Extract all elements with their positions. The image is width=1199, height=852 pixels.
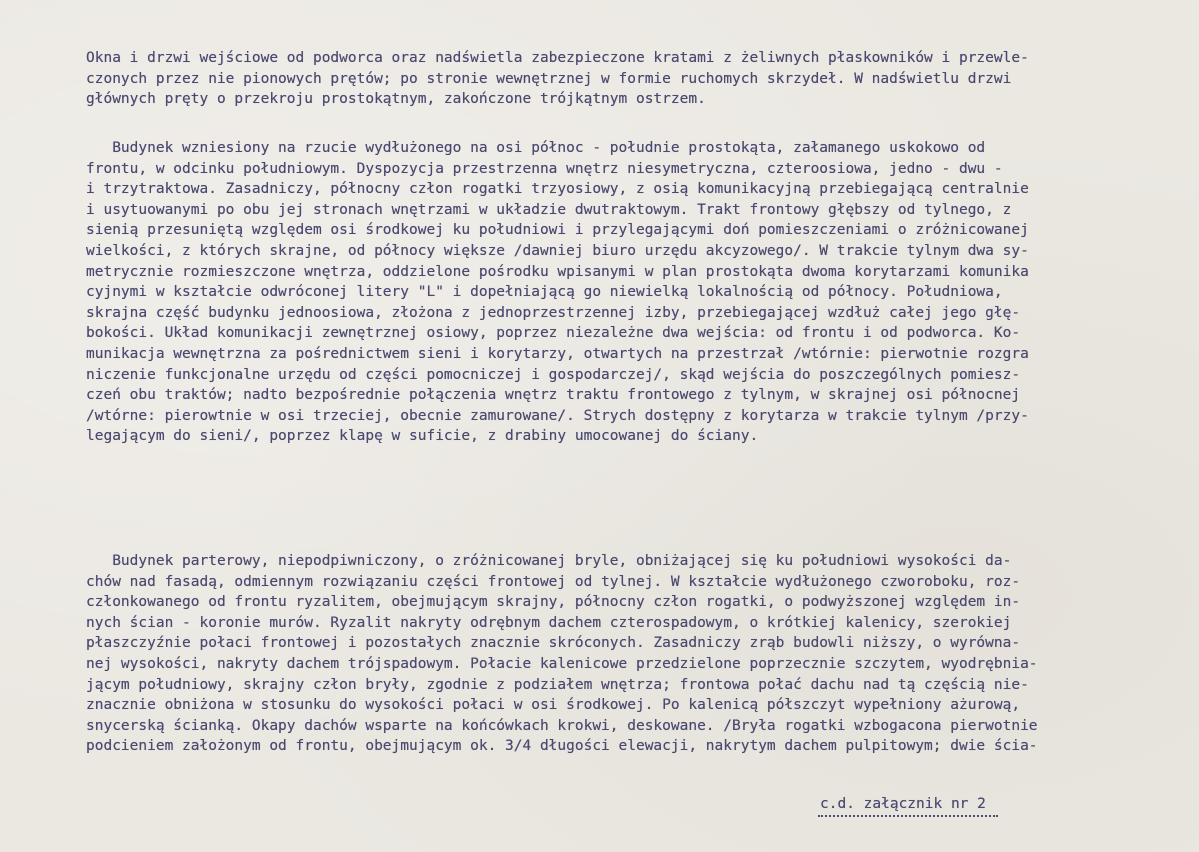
- text-line: sienią przesuniętą względem osi środkowej ku południowi i przylegającymi doń pomieszczeniami o zróżnicowanej: [86, 222, 1029, 239]
- text-line: snycerską ścianką. Okapy dachów wsparte na końcówkach krokwi, deskowane. /Bryła rogatki wzbogacona pierwotnie: [86, 717, 1038, 734]
- text-line: chów nad fasadą, odmiennym rozwiązaniu części frontowej od tylnej. W kształcie wydłużonego czworoboku, roz-: [86, 573, 1021, 590]
- text-line: jącym południowy, skrajny człon bryły, zgodnie z podziałem wnętrza; frontowa połać dachu nad tą częścią nie-: [86, 676, 1029, 693]
- text-line: znacznie obniżona w stosunku do wysokości połaci w osi środkowej. Po kalenicą półszczyt wypełniony ażurową,: [86, 697, 1021, 714]
- text-line: munikacja wewnętrzna za pośrednictwem sieni i korytarzy, otwartych na przestrzał /wtórnie: pierwotnie rozgra: [86, 346, 1029, 362]
- text-line: płaszczyźnie połaci frontowej i pozostałych znacznie skróconych. Zasadniczy zrąb budowli niższy, o wyrówna-: [86, 635, 1021, 652]
- text-line: nych ścian - koronie murów. Ryzalit nakryty odrębnym dachem czterospadowym, o krótkiej kalenicy, szerokiej: [86, 614, 1012, 631]
- text-line: Budynek parterowy, niepodpiwniczony, o zróżnicowanej bryle, obniżającej się ku południowi wysokości da-: [86, 553, 1012, 569]
- text-line: Okna i drzwi wejściowe od podworca oraz nadświetla zabezpieczone kratami z żeliwnych płaskowników i przewle-: [86, 50, 1029, 66]
- text-line: /wtórne: pierowtnie w osi trzeciej, obecnie zamurowane/. Strych dostępny z korytarza w trakcie tylnym /przy-: [86, 407, 1029, 424]
- text-line: i trzytraktowa. Zasadniczy, północny człon rogatki trzyosiowy, z osią komunikacyjną przebiegającą centralnie: [86, 181, 1029, 198]
- text-line: i usytuowanymi po obu jej stronach wnętrzami w układzie dwutraktowym. Trakt frontowy głębszy od tylnego, z: [86, 201, 1012, 218]
- text-line: legającym do sieni/, poprzez klapę w suficie, z drabiny umocowanej do ściany.: [86, 428, 759, 445]
- text-line: wielkości, z których skrajne, od północy większe /dawniej biuro urzędu akcyzowego/. W trakcie tylnym dwa sy-: [86, 243, 1029, 259]
- text-line: członkowanego od frontu ryzalitem, obejmującym skrajny, północny człon rogatki, o podwyższonej względem in-: [86, 594, 1021, 611]
- text-line: czeń obu traktów; nadto bezpośrednie połączenia wnętrz traktu frontowego z tylnym, w skrajnej osi północnej: [86, 387, 1021, 404]
- continuation-underline: [818, 815, 998, 817]
- text-line: bokości. Układ komunikacji zewnętrznej osiowy, poprzez niezależne dwa wejścia: od frontu i od podworca. Ko-: [86, 325, 1021, 342]
- text-line: niczenie funkcjonalne urzędu od części pomocniczej i gospodarczej/, skąd wejścia do poszczególnych pomiesz-: [86, 366, 1021, 383]
- text-line: podcieniem założonym od frontu, obejmującym ok. 3/4 długości elewacji, nakrytym dachem pulpitowym; dwie ścia-: [86, 738, 1038, 755]
- text-line: czonych przez nie pionowych prętów; po stronie wewnętrznej w formie ruchomych skrzydeł. W nadświetlu drzwi: [86, 70, 1012, 87]
- text-line: nej wysokości, nakryty dachem trójspadowym. Połacie kalenicowe przedzielone poprzecznie szczytem, wyodrębnia-: [86, 656, 1038, 672]
- text-line: głównych pręty o przekroju prostokątnym, zakończone trójkątnym ostrzem.: [86, 91, 706, 108]
- text-line: cyjnymi w kształcie odwróconej litery "L" i dopełniającą go niewielką lokalnością od północy. Południowa,: [86, 284, 1003, 301]
- text-line: frontu, w odcinku południowym. Dyspozycja przestrzenna wnętrz niesymetryczna, czteroosiowa, jedno - dwu -: [86, 160, 1003, 177]
- text-line: skrajna część budynku jednoosiowa, złożona z jednoprzestrzennej izby, przebiegającej wzdłuż całej jego głę-: [86, 304, 1021, 321]
- text-line: Budynek wzniesiony na rzucie wydłużonego na osi północ - południe prostokąta, załamanego uskokowo od: [86, 140, 986, 156]
- continuation-note: c.d. załącznik nr 2: [820, 796, 986, 812]
- text-line: metrycznie rozmieszczone wnętrza, oddzielone pośrodku wpisanymi w plan prostokąta dwoma korytarzami komunika: [86, 263, 1029, 280]
